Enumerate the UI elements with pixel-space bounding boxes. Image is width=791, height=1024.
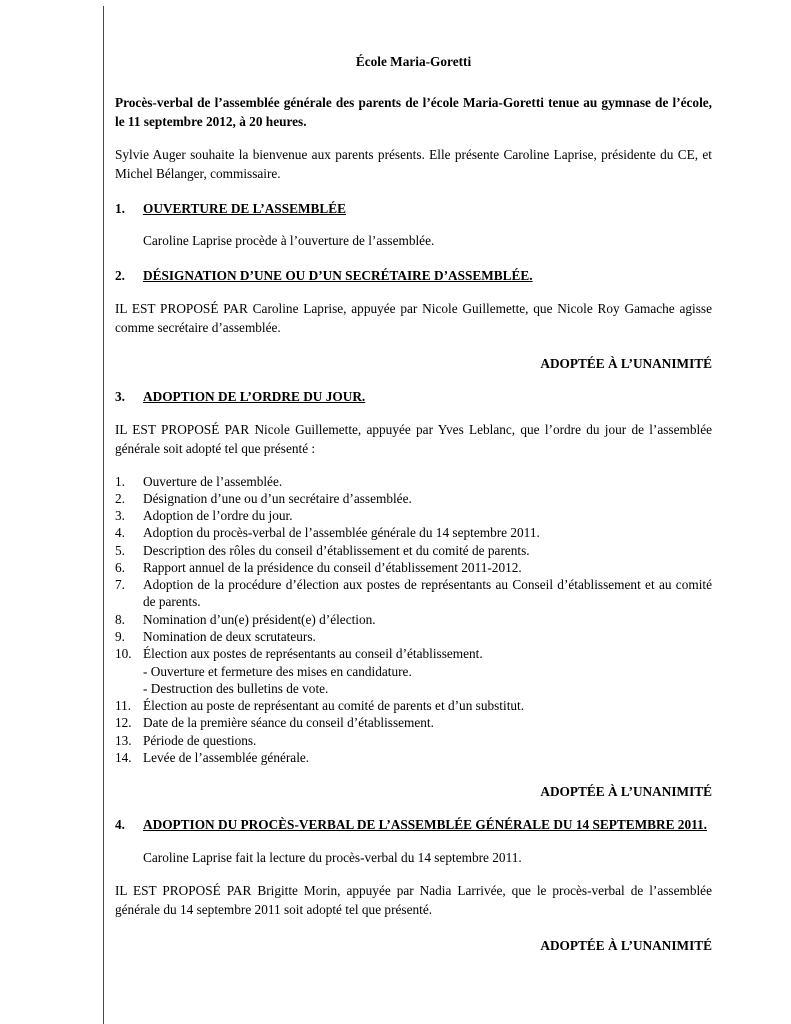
- section-4-proposal: IL EST PROPOSÉ PAR Brigitte Morin, appuyée par Nadia Larrivée, que le procès-verbal de l’assemblée générale du 14 septembre 2011 soit adopté tel que présenté.: [115, 883, 712, 917]
- section-1-number: 1.: [115, 200, 125, 216]
- agenda-item-number: 13.: [115, 732, 132, 748]
- agenda-item: [115, 559, 712, 576]
- agenda-item: [115, 473, 712, 490]
- agenda-item-text: Désignation d’une ou d’un secrétaire d’assemblée.: [143, 490, 412, 506]
- section-4-body: Caroline Laprise fait la lecture du procès-verbal du 14 septembre 2011.: [143, 850, 522, 866]
- agenda-item-text: Rapport annuel de la présidence du conseil d’établissement 2011-2012.: [143, 559, 522, 575]
- section-1-heading: [115, 200, 712, 219]
- agenda-item: [115, 576, 712, 611]
- agenda-subitem: - Destruction des bulletins de vote.: [143, 680, 329, 696]
- adopted-line-3: ADOPTÉE À L’UNANIMITÉ: [540, 937, 712, 953]
- section-2-number: 2.: [115, 268, 125, 284]
- agenda-item-text: Levée de l’assemblée générale.: [143, 750, 310, 765]
- section-4-title: ADOPTION DU PROCÈS-VERBAL DE L’ASSEMBLÉE GÉNÉRALE DU 14 SEPTEMBRE 2011.: [143, 817, 707, 833]
- agenda-item: [115, 611, 712, 628]
- section-2-proposal: IL EST PROPOSÉ PAR Caroline Laprise, appuyée par Nicole Guillemette, que Nicole Roy Gamache agisse comme secrétaire d’assemblée.: [115, 301, 712, 335]
- agenda-subitem: - Ouverture et fermeture des mises en candidature.: [143, 663, 412, 679]
- agenda-item: [115, 507, 712, 524]
- intro-paragraph: Procès-verbal de l’assemblée générale des parents de l’école Maria-Goretti tenue au gymnase de l’école, le 11 septembre 2012, à 20 heures.: [115, 95, 712, 129]
- agenda-item-text: Période de questions.: [143, 732, 257, 748]
- agenda-item-text: Description des rôles du conseil d’établissement et du comité de parents.: [143, 542, 530, 558]
- agenda-item-number: 10.: [115, 646, 132, 662]
- agenda-item-number: 1.: [115, 473, 125, 489]
- agenda-item: [115, 628, 712, 645]
- agenda-item-number: 3.: [115, 508, 125, 524]
- agenda-item-number: 5.: [115, 542, 125, 558]
- section-4-number: 4.: [115, 817, 125, 833]
- agenda-item-text: Nomination de deux scrutateurs.: [143, 629, 316, 645]
- agenda-item-number: 6.: [115, 559, 125, 575]
- agenda-item-number: 9.: [115, 629, 125, 645]
- agenda-item-text: Élection au poste de représentant au comité de parents et d’un substitut.: [143, 698, 525, 714]
- agenda-item: [115, 697, 712, 714]
- agenda-item-number: 7.: [115, 577, 125, 593]
- agenda-item-text: Adoption du procès-verbal de l’assemblée générale du 14 septembre 2011.: [143, 525, 540, 541]
- agenda-item-text: Ouverture de l’assemblée.: [143, 473, 283, 489]
- adopted-line-2: ADOPTÉE À L’UNANIMITÉ: [540, 784, 712, 800]
- section-3-title: ADOPTION DE L’ORDRE DU JOUR.: [143, 388, 366, 404]
- section-3-proposal: IL EST PROPOSÉ PAR Nicole Guillemette, appuyée par Yves Leblanc, que l’ordre du jour de l’assemblée générale soit adopté tel que présenté :: [115, 421, 712, 456]
- agenda-item: [115, 714, 712, 731]
- doc-title: École Maria-Goretti: [355, 54, 472, 69]
- agenda-item-number: 8.: [115, 611, 125, 627]
- agenda-item-number: 11.: [115, 698, 132, 714]
- agenda-item-number: 12.: [115, 715, 132, 731]
- document-content: [115, 54, 712, 970]
- agenda-item: [115, 490, 712, 507]
- agenda-item: [115, 645, 712, 697]
- agenda-item-text: Nomination d’un(e) président(e) d’élection.: [143, 611, 376, 627]
- agenda-item-text: Adoption de l’ordre du jour.: [143, 508, 293, 524]
- agenda-item: [115, 749, 712, 766]
- agenda-item-number: 14.: [115, 750, 132, 765]
- section-3-heading: [115, 388, 712, 407]
- welcome-paragraph: Sylvie Auger souhaite la bienvenue aux parents présents. Elle présente Caroline Laprise, présidente du CE, et Michel Bélanger, commissaire.: [115, 146, 712, 181]
- section-4-heading: [115, 816, 712, 835]
- adopted-line-1: ADOPTÉE À L’UNANIMITÉ: [540, 355, 712, 371]
- section-2-heading: [115, 267, 712, 286]
- agenda-list: [115, 473, 712, 767]
- agenda-item-text: Adoption de la procédure d’élection aux postes de représentants au Conseil d’établissement et au comité de parents.: [143, 577, 712, 610]
- agenda-item: [115, 732, 712, 749]
- section-1-body: Caroline Laprise procède à l’ouverture de l’assemblée.: [143, 233, 435, 249]
- section-2-title: DÉSIGNATION D’UNE OU D’UN SECRÉTAIRE D’ASSEMBLÉE.: [143, 268, 533, 284]
- agenda-item: [115, 524, 712, 541]
- agenda-item-number: 2.: [115, 490, 125, 506]
- agenda-item-text: Date de la première séance du conseil d’établissement.: [143, 715, 434, 731]
- page-edge-line: [103, 6, 104, 1024]
- agenda-item-text: Élection aux postes de représentants au conseil d’établissement.: [143, 646, 483, 662]
- section-3-number: 3.: [115, 388, 125, 404]
- agenda-item-body: [143, 645, 712, 697]
- section-1-title: OUVERTURE DE L’ASSEMBLÉE: [143, 200, 346, 216]
- agenda-item: [115, 542, 712, 559]
- agenda-item-number: 4.: [115, 525, 125, 541]
